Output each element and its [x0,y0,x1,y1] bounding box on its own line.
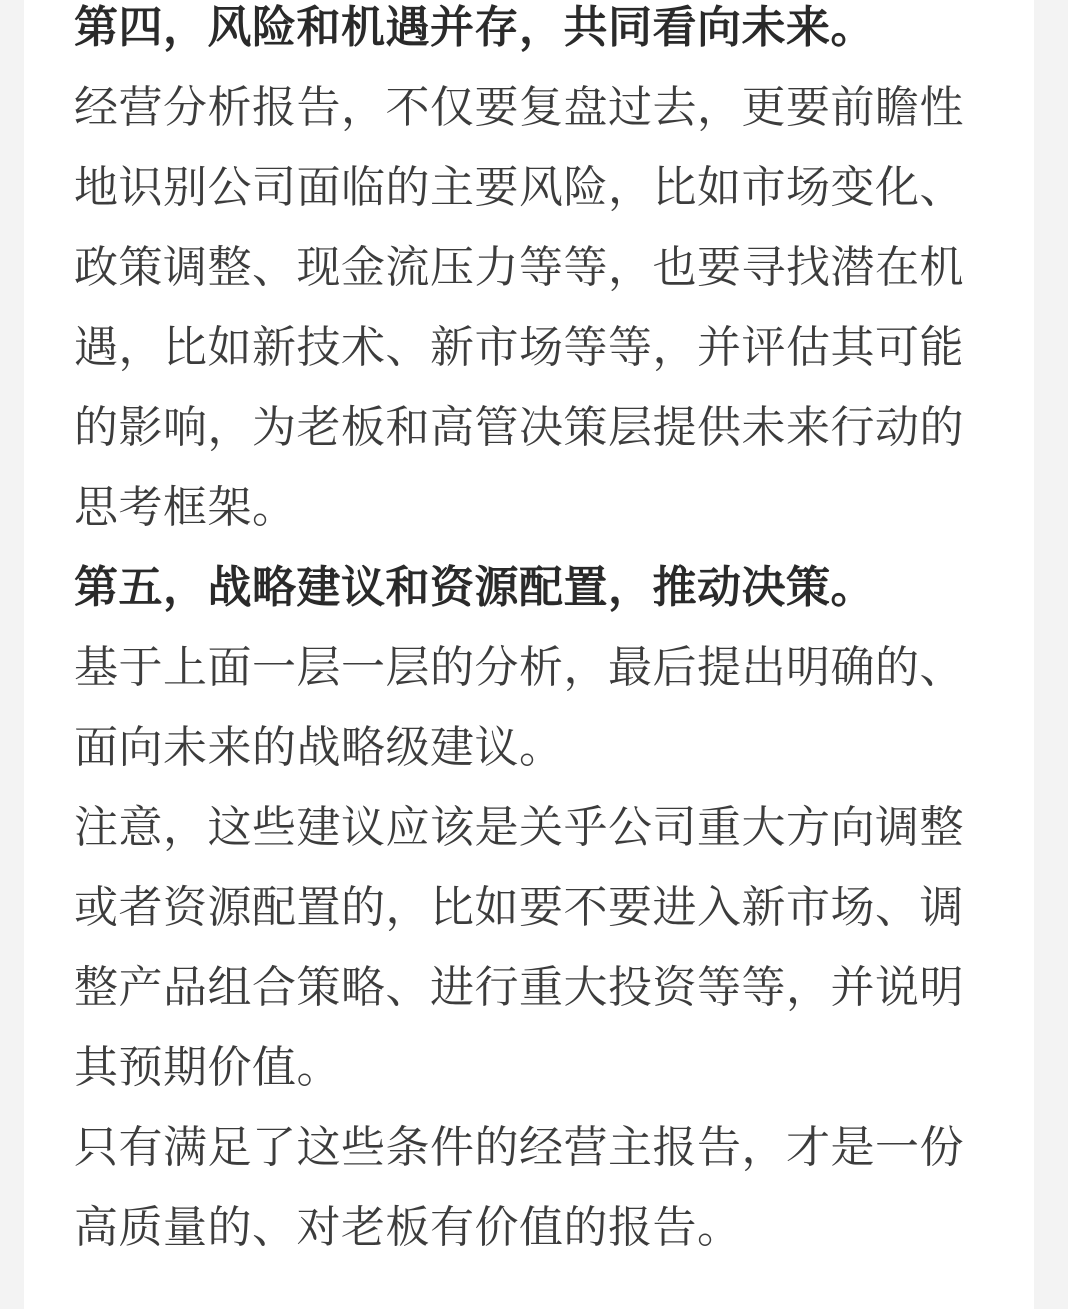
text-line: 注意，这些建议应该是关乎公司重大方向调整 [74,802,964,853]
text-line: 的影响，为老板和高管决策层提供未来行动的 [74,402,964,453]
text-line: 经营分析报告，不仅要复盘过去，更要前瞻性 [74,82,964,133]
paragraph-risk-opportunity [74,68,984,548]
text-line: 高质量的、对老板有价值的报告。 [74,1202,742,1253]
text-line: 或者资源配置的，比如要不要进入新市场、调 [74,882,964,933]
text-line: 思考框架。 [74,482,297,533]
text-line: 政策调整、现金流压力等等，也要寻找潜在机 [74,242,964,293]
text-line: 其预期价值。 [74,1042,341,1093]
paragraph-conclusion [74,1108,984,1268]
paragraph-strategy-intro [74,628,984,788]
section-heading-4: 第四，风险和机遇并存，共同看向未来。 [74,2,875,53]
text-line: 地识别公司面临的主要风险，比如市场变化、 [74,162,964,213]
text-line: 基于上面一层一层的分析，最后提出明确的、 [74,642,964,693]
text-line: 只有满足了这些条件的经营主报告，才是一份 [74,1122,964,1173]
text-line: 整产品组合策略、进行重大投资等等，并说明 [74,962,964,1013]
section-heading-5: 第五，战略建议和资源配置，推动决策。 [74,562,875,613]
paragraph-strategy-note [74,788,984,1108]
text-line: 遇，比如新技术、新市场等等，并评估其可能 [74,322,964,373]
article-body [74,0,984,1268]
article-page [24,0,1034,1309]
text-line: 面向未来的战略级建议。 [74,722,564,773]
